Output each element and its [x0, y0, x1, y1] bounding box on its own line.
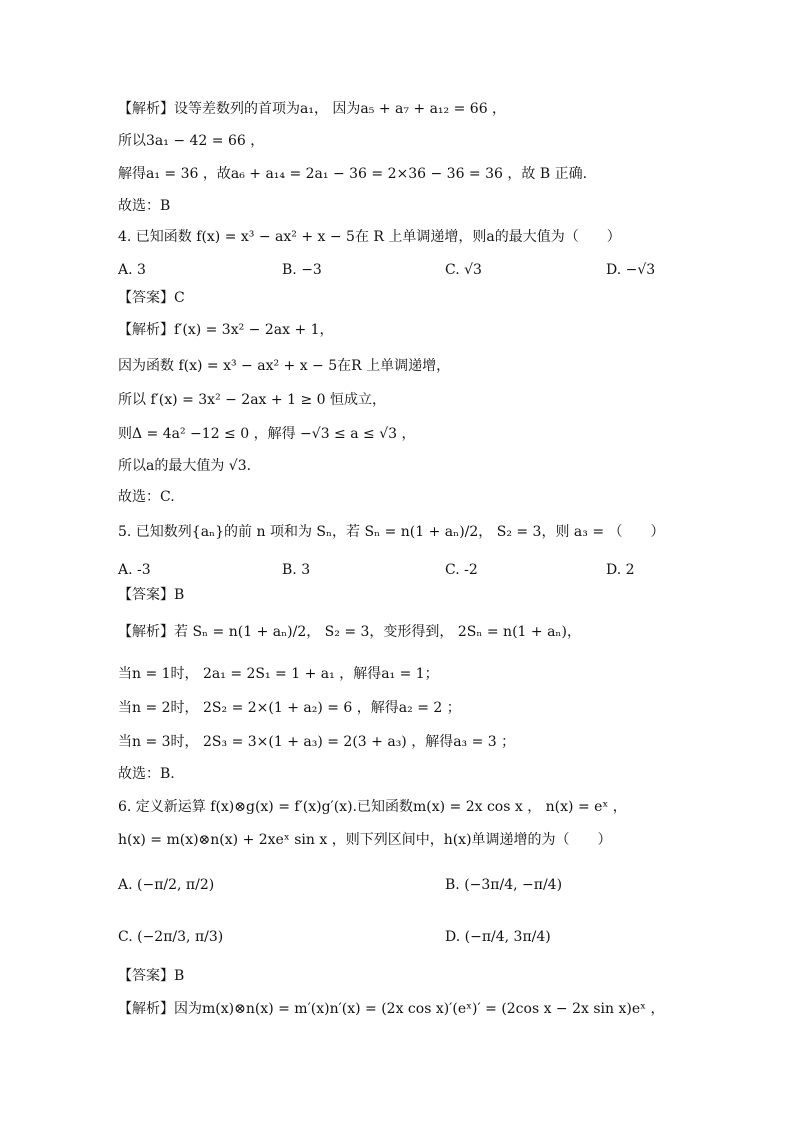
q4-option-a: A. 3	[118, 262, 146, 278]
q6-answer: 【答案】B	[118, 968, 185, 984]
q6-solution-line: 【解析】因为m(x)⊗n(x) = m′(x)n′(x) = (2x cos x)′(eˣ)′ = (2cos x − 2x sin x)eˣ ，	[118, 1001, 665, 1017]
q4-answer: 【答案】C	[118, 290, 185, 306]
q3-solution-line: 解得a₁ = 36 ，故a₆ + a₁₄ = 2a₁ − 36 = 2×36 − 36 = 36 ，故 B 正确.	[118, 166, 588, 182]
q6-option-c: C. (−2π/3, π/3)	[118, 929, 224, 945]
q3-solution-line: 【解析】设等差数列的首项为a₁， 因为a₅ + a₇ + a₁₂ = 66 ，	[118, 101, 507, 117]
q5-choice: 故选：B.	[118, 766, 175, 782]
q5-solution-line: 当n = 3时， 2S₃ = 3×(1 + a₃) = 2(3 + a₃) ，解得a₃ = 3 ；	[118, 734, 516, 750]
q4-option-c: C. √3	[445, 262, 482, 278]
q4-solution-line: 所以a的最大值为 √3.	[118, 458, 252, 474]
q5-solution-line: 【解析】若 Sₙ = n(1 + aₙ)/2， S₂ = 3，变形得到， 2Sₙ = n(1 + aₙ)，	[118, 624, 581, 640]
q4-solution-line: 则Δ = 4a² −12 ≤ 0 ，解得 −√3 ≤ a ≤ √3 ，	[118, 426, 416, 442]
q3-choice: 故选：B	[118, 198, 171, 214]
q5-option-c: C. -2	[445, 562, 478, 578]
q5-answer: 【答案】B	[118, 587, 185, 603]
q5-stem: 5. 已知数列{aₙ}的前 n 项和为 Sₙ，若 Sₙ = n(1 + aₙ)/2， S₂ = 3，则 a₃ = （ ）	[118, 524, 665, 540]
q5-solution-line: 当n = 2时， 2S₂ = 2×(1 + a₂) = 6 ，解得a₂ = 2 ；	[118, 700, 461, 716]
q4-option-b: B. −3	[282, 262, 322, 278]
q4-solution-line: 因为函数 f(x) = x³ − ax² + x − 5在R 上单调递增，	[118, 358, 451, 374]
q6-option-b: B. (−3π/4, −π/4)	[445, 877, 563, 893]
q5-option-b: B. 3	[282, 562, 311, 578]
q4-solution-line: 【解析】f′(x) = 3x² − 2ax + 1，	[118, 322, 334, 338]
q5-option-a: A. -3	[118, 562, 151, 578]
q4-option-d: D. −√3	[606, 262, 656, 278]
q6-stem-line: 6. 定义新运算 f(x)⊗g(x) = f′(x)g′(x).已知函数m(x) = 2x cos x ， n(x) = eˣ ，	[118, 799, 627, 815]
q6-option-d: D. (−π/4, 3π/4)	[445, 929, 551, 945]
q4-stem: 4. 已知函数 f(x) = x³ − ax² + x − 5在 R 上单调递增，则a的最大值为（ ）	[118, 229, 621, 245]
q4-solution-line: 所以 f′(x) = 3x² − 2ax + 1 ≥ 0 恒成立，	[118, 392, 386, 408]
q4-choice: 故选：C.	[118, 489, 175, 505]
q5-option-d: D. 2	[606, 562, 635, 578]
q3-solution-line: 所以3a₁ − 42 = 66 ，	[118, 133, 265, 149]
q6-option-a: A. (−π/2, π/2)	[118, 877, 215, 893]
q5-solution-line: 当n = 1时， 2a₁ = 2S₁ = 1 + a₁ ，解得a₁ = 1；	[118, 666, 439, 682]
q6-stem-line: h(x) = m(x)⊗n(x) + 2xeˣ sin x ，则下列区间中，h(x)单调递增的为（ ）	[118, 832, 612, 848]
